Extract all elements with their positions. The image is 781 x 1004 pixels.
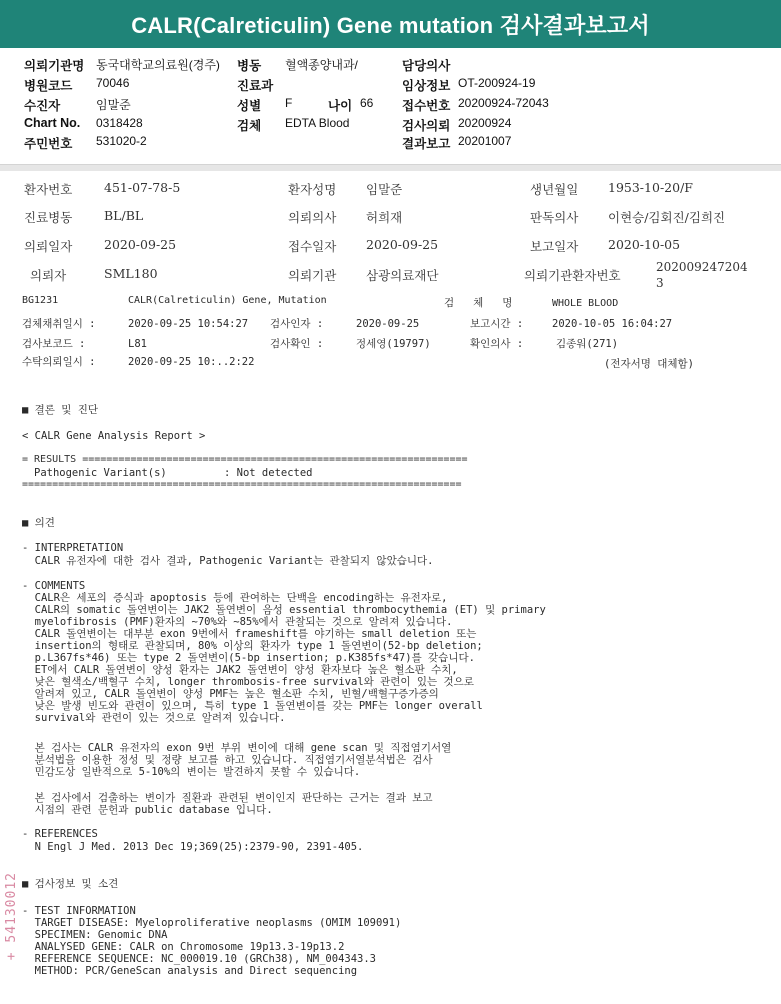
chart-label: Chart No. <box>24 116 81 130</box>
exam-code-label: 검사보코드 : <box>22 338 86 350</box>
receipt-date-label: 접수일자 <box>288 239 337 254</box>
collect-value: 2020-09-25 10:54:27 <box>128 318 249 330</box>
req-inst-patient-label: 의뢰기관환자번호 <box>524 268 621 283</box>
result-heading: ■ 결론 및 진단 <box>22 404 99 416</box>
req-inst-patient-value-2: 3 <box>656 276 664 290</box>
results-rule-bottom: ========================================================================= <box>22 479 462 490</box>
header-separator <box>0 164 781 171</box>
report-info-block <box>0 52 781 164</box>
method-line: 민감도상 일반적으로 5-10%의 변이는 발견하지 못할 수 있습니다. <box>22 766 361 778</box>
collect-label: 검체채취일시 : <box>22 318 96 330</box>
specimen-name-label: 검 체 명 <box>444 297 513 309</box>
req-date-value: 2020-09-25 <box>104 237 177 252</box>
patient-label: 수진자 <box>24 99 61 113</box>
comment-line: myelofibrosis (PMF)환자의 ~70%와 ~85%에서 관찰되는 것으로 알려져 있습니다. <box>22 616 453 628</box>
patient-name-value: 임말준 <box>366 182 403 197</box>
interpretation-text: CALR 유전자에 대한 검사 결과, Pathogenic Variant는 관찰되지 않았습니다. <box>22 555 434 567</box>
specimen-name-value: WHOLE BLOOD <box>552 298 619 309</box>
birth-label: 생년월일 <box>530 182 579 197</box>
comment-line: 낮은 발생 빈도와 관련이 있으며, 특히 type 1 돌연변이를 갖는 PMF는 longer overall <box>22 700 483 712</box>
receipt-no-label: 접수번호 <box>402 99 451 113</box>
ward-label: 병동 <box>237 59 262 73</box>
accept-label: 수탁의뢰일시 : <box>22 356 96 368</box>
comment-line: insertion의 형태로 관찰되며, 80% 이상의 환자가 type 1 돌연변이(52-bp deletion; <box>22 640 483 652</box>
scanned-report <box>0 172 781 1004</box>
result-report-label: 결과보고 <box>402 137 451 151</box>
id-value: 531020-2 <box>96 134 147 148</box>
method-block <box>22 742 451 778</box>
test-info-line: METHOD: PCR/GeneScan analysis and Direct sequencing <box>22 965 358 977</box>
results-rule: = RESULTS ================================================================ <box>22 454 468 465</box>
age-value: 66 <box>360 96 374 110</box>
report-date-value: 2020-10-05 <box>608 237 681 252</box>
signature-note: (전자서명 대체함) <box>604 358 694 370</box>
id-label: 주민번호 <box>24 137 73 151</box>
comment-line: p.L367fs*46) 또는 type 2 돌연변이(5-bp insertion; p.K385fs*47)를 갖습니다. <box>22 652 475 664</box>
reference-text: N Engl J Med. 2013 Dec 19;369(25):2379-90, 2391-405. <box>22 841 364 853</box>
info-heading: ■ 검사정보 및 소견 <box>22 878 119 890</box>
report-date-label: 보고일자 <box>530 239 579 254</box>
disclaimer-block <box>22 792 433 816</box>
accept-value: 2020-09-25 10:..2:22 <box>128 356 255 368</box>
sex-label: 성별 <box>237 99 262 113</box>
patient-no-value: 451-07-78-5 <box>104 180 181 195</box>
report-title: CALR(Calreticulin) Gene mutation 검사결과보고서 <box>0 0 781 48</box>
ward-label: 진료병동 <box>24 210 73 225</box>
comments-heading: - COMMENTS <box>22 580 86 592</box>
test-info-block <box>22 917 401 977</box>
institution-value: 동국대학교의료원(경주) <box>96 58 220 72</box>
comment-line: 알려져 있고, CALR 돌연변이 양성 PMF는 높은 혈소판 수치, 빈혈/백혈구증가증의 <box>22 688 439 700</box>
specimen-label: 검체 <box>237 119 262 133</box>
disclaimer-line: 시점의 관련 문헌과 public database 입니다. <box>22 804 273 816</box>
opinion-heading: ■ 의견 <box>22 517 55 529</box>
dept-label: 진료과 <box>237 79 274 93</box>
chart-value: 0318428 <box>96 116 143 130</box>
report-time-value: 2020-10-05 16:04:27 <box>552 318 673 330</box>
clinical-info-value: OT-200924-19 <box>458 76 536 90</box>
result-report-value: 20201007 <box>458 134 512 148</box>
ward-value: BL/BL <box>104 208 144 223</box>
interpretation-heading: - INTERPRETATION <box>22 542 124 554</box>
test-name: CALR(Calreticulin) Gene, Mutation <box>128 295 327 306</box>
receipt-date-value: 2020-09-25 <box>366 237 439 252</box>
side-stamp: + 54130012 <box>4 872 19 961</box>
reading-doctor-label: 판독의사 <box>530 210 579 225</box>
method-line: 본 검사는 CALR 유전자의 exon 9번 부위 변이에 대해 gene scan 및 직접염기서열 <box>22 742 452 754</box>
clinical-info-label: 임상정보 <box>402 79 451 93</box>
comment-line: ET에서 CALR 돌연변이 양성 환자는 JAK2 돌연변이 양성 환자보다 높은 혈소판 수치, <box>22 664 458 676</box>
confirm-doctor-value: 김종워(271) <box>556 338 619 350</box>
birth-value: 1953-10-20/F <box>608 180 693 195</box>
test-info-heading: - TEST INFORMATION <box>22 905 136 917</box>
confirm-label: 검사확인 : <box>270 338 324 350</box>
references-heading: - REFERENCES <box>22 828 98 840</box>
disclaimer-line: 본 검사에서 검출하는 변이가 질환과 관련된 변이인지 판단하는 근거는 결과 보고 <box>22 792 433 804</box>
sex-value: F <box>285 96 293 110</box>
test-code: BG1231 <box>22 295 59 306</box>
comment-line: CALR 돌연변이는 대부분 exon 9번에서 frameshift를 야기하는 small deletion 또는 <box>22 628 477 640</box>
receipt-no-value: 20200924-72043 <box>458 96 549 110</box>
confirm-value: 정세영(19797) <box>356 338 431 350</box>
comment-line: 낮은 혈색소/백혈구 수치, longer thrombosis-free survival와 관련이 있는 것으로 <box>22 676 474 688</box>
doctor-label: 담당의사 <box>402 59 451 73</box>
test-info-line: TARGET DISEASE: Myeloproliferative neoplasms (OMIM 109091) <box>22 917 402 929</box>
requester-value: SML180 <box>104 266 158 281</box>
patient-value: 임말준 <box>96 98 131 112</box>
exam-code-value: L81 <box>128 338 147 350</box>
req-inst-label: 의뢰기관 <box>288 268 337 283</box>
confirm-doctor-label: 확인의사 : <box>470 338 524 350</box>
comment-line: CALR의 somatic 돌연변이는 JAK2 돌연변이 음성 essential thrombocythemia (ET) 및 primary <box>22 604 546 616</box>
hospital-code-value: 70046 <box>96 76 130 90</box>
comments-block <box>22 592 546 724</box>
requester-label: 의뢰자 <box>30 268 67 283</box>
test-info-line: SPECIMEN: Genomic DNA <box>22 929 168 941</box>
ward-value: 혈액종양내과/ <box>285 58 358 72</box>
method-line: 분석법을 이용한 정성 및 정량 보고를 하고 있습니다. 직접염기서열분석법은 검사 <box>22 754 433 766</box>
hospital-code-label: 병원코드 <box>24 79 73 93</box>
req-inst-value: 삼광의료재단 <box>366 268 439 283</box>
req-inst-patient-value-1: 202009247204 <box>656 260 748 274</box>
specimen-value: EDTA Blood <box>285 116 350 130</box>
report-subtitle: < CALR Gene Analysis Report > <box>22 430 206 442</box>
variant-value: : Not detected <box>224 467 313 479</box>
req-doctor-label: 의뢰의사 <box>288 210 337 225</box>
variant-label: Pathogenic Variant(s) <box>34 467 167 479</box>
patient-no-label: 환자번호 <box>24 182 73 197</box>
test-info-line: REFERENCE SEQUENCE: NC_000019.10 (GRCh38), NM_004343.3 <box>22 953 377 965</box>
reading-doctor-value: 이현승/김회진/김희진 <box>608 210 726 225</box>
request-label: 검사의뢰 <box>402 119 451 133</box>
report-time-label: 보고시간 : <box>470 318 524 330</box>
test-info-line: ANALYSED GENE: CALR on Chromosome 19p13.3-19p13.2 <box>22 941 345 953</box>
tester-value: 2020-09-25 <box>356 318 420 330</box>
patient-name-label: 환자성명 <box>288 182 337 197</box>
institution-label: 의뢰기관명 <box>24 59 85 73</box>
req-date-label: 의뢰일자 <box>24 239 73 254</box>
request-value: 20200924 <box>458 116 512 130</box>
req-doctor-value: 허희재 <box>366 210 403 225</box>
tester-label: 검사인자 : <box>270 318 324 330</box>
comment-line: survival와 관련이 있는 것으로 알려져 있습니다. <box>22 712 286 724</box>
comment-line: CALR은 세포의 증식과 apoptosis 등에 관여하는 단백을 encoding하는 유전자로, <box>22 592 448 604</box>
age-label: 나이 <box>328 99 353 113</box>
